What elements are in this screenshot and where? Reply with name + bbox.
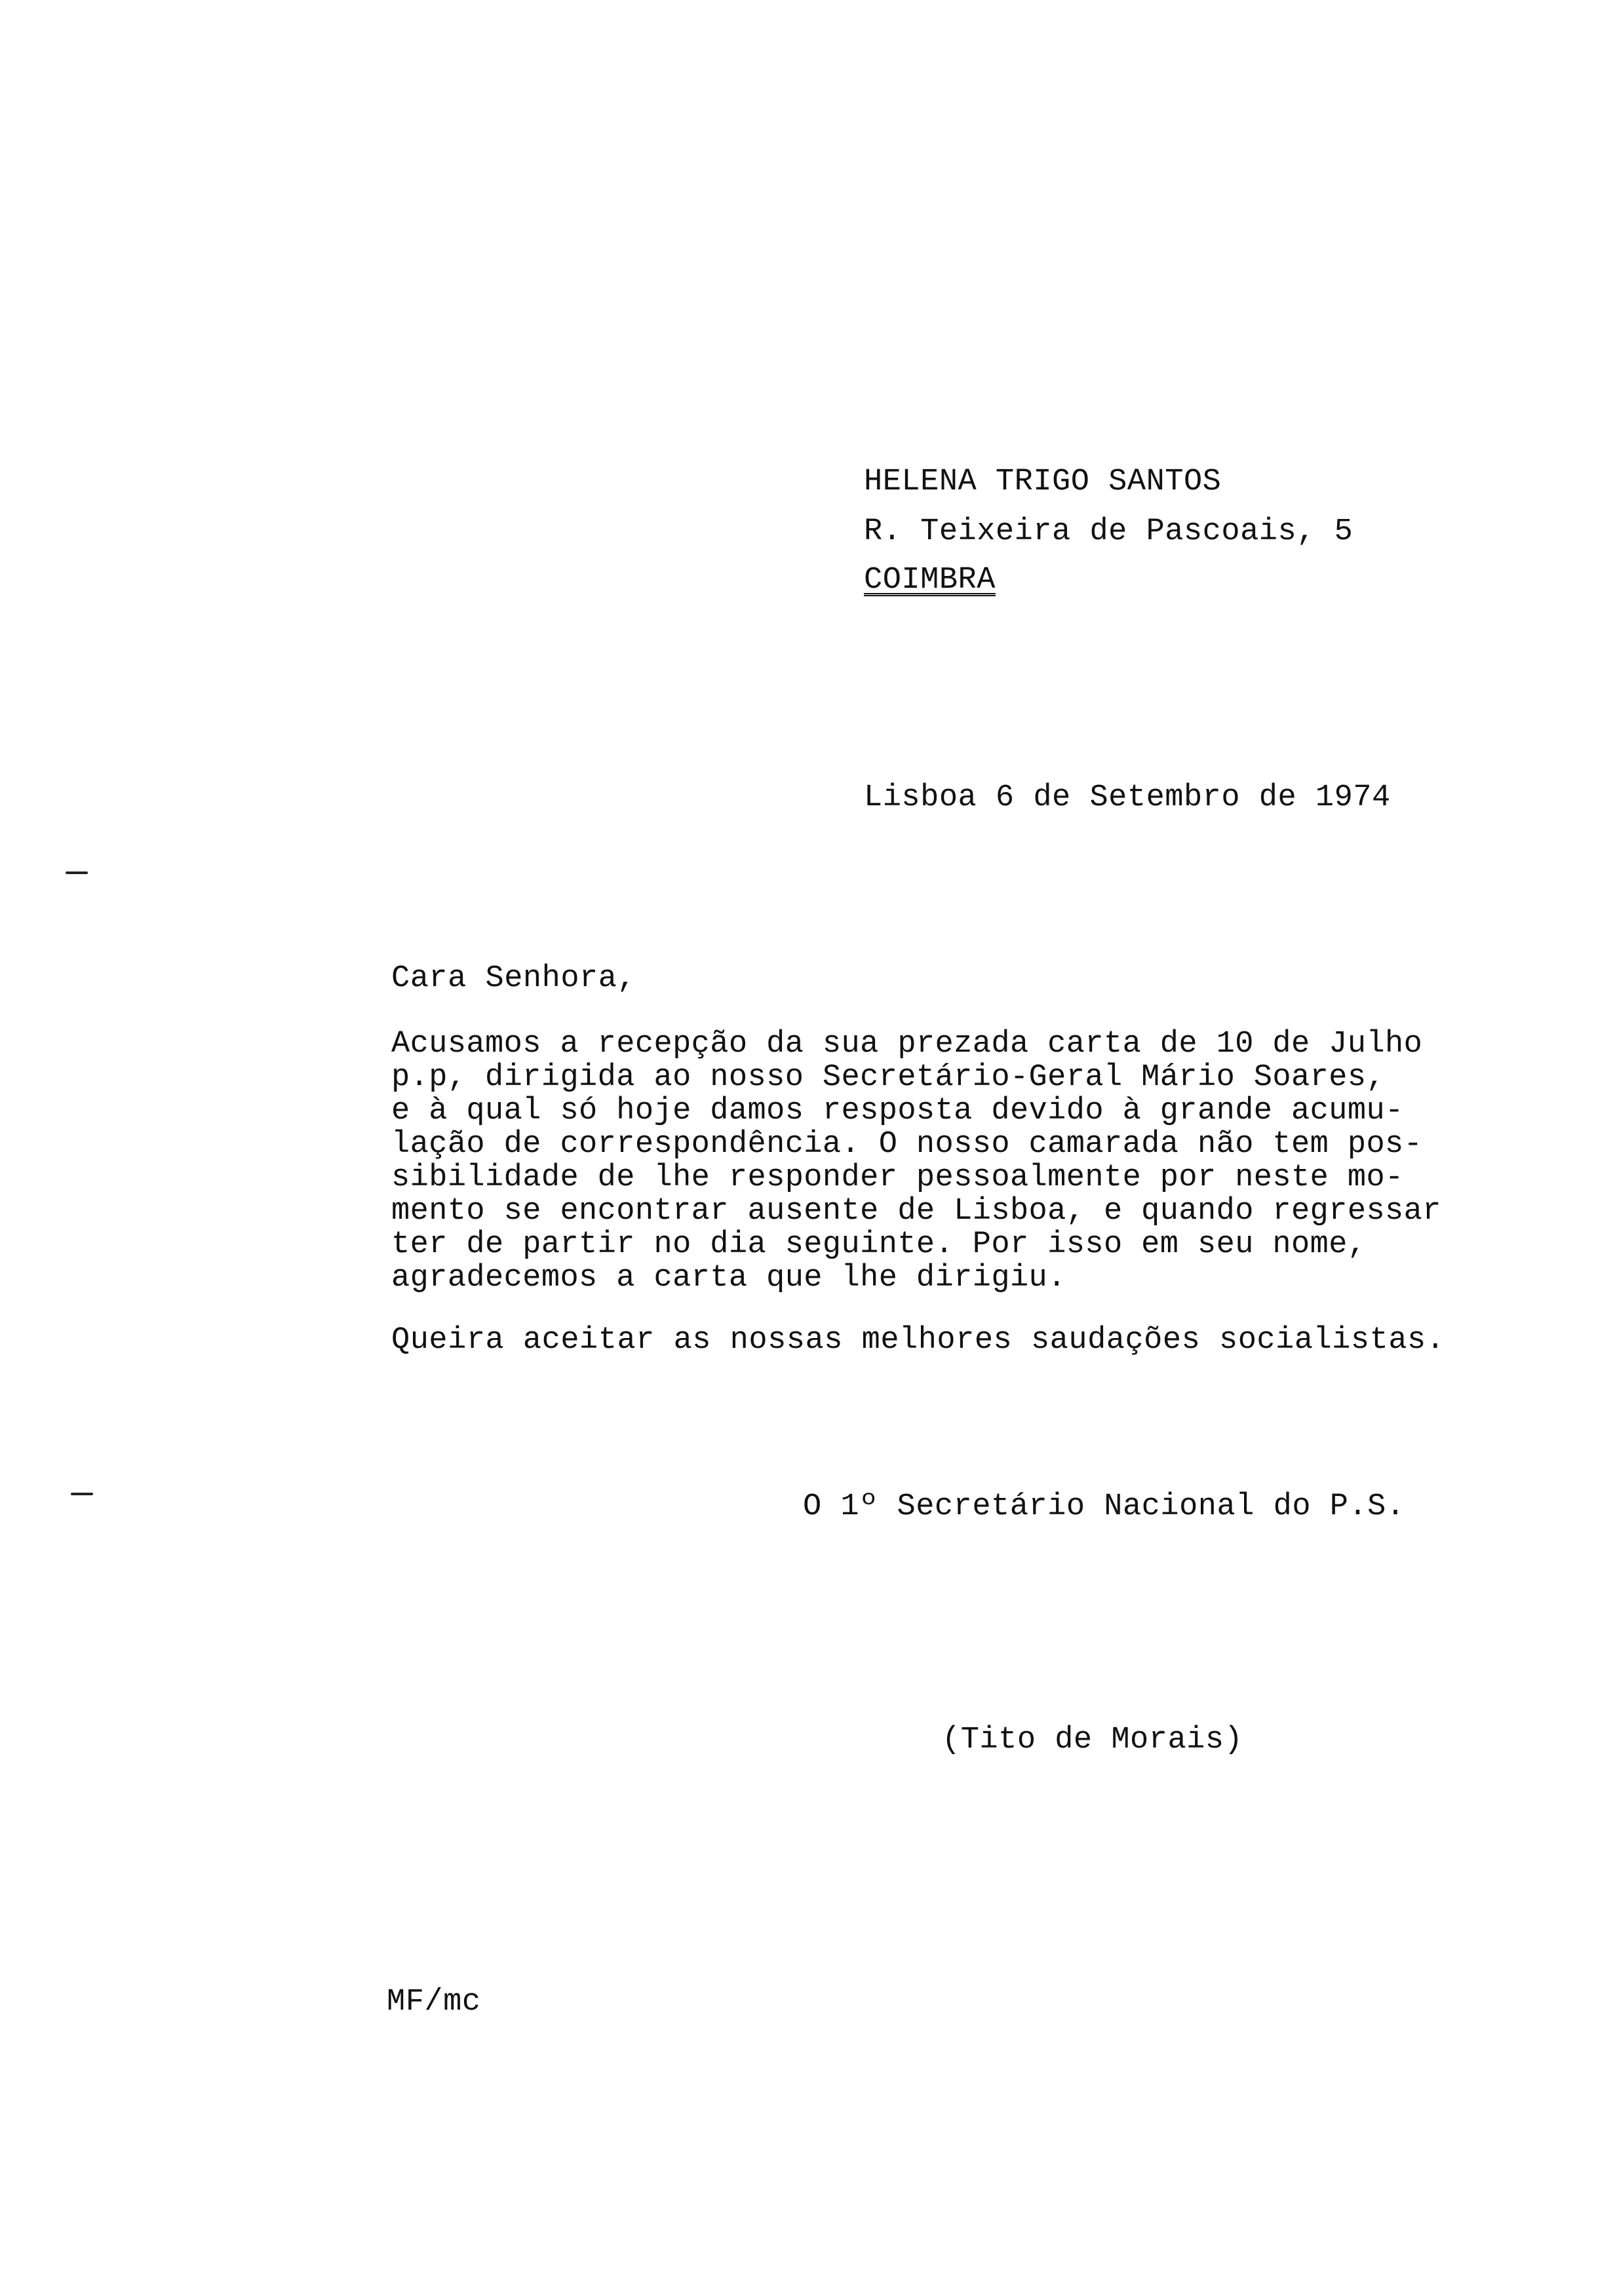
body-line: e à qual só hoje damos resposta devido à grande acumu- xyxy=(391,1094,1404,1128)
body-line: lação de correspondência. O nosso camarada não tem pos- xyxy=(391,1127,1423,1162)
body-line: ter de partir no dia seguinte. Por isso em seu nome, xyxy=(391,1227,1367,1262)
body-line: mento se encontrar ausente de Lisboa, e quando regressar xyxy=(391,1194,1441,1229)
letter-body xyxy=(391,1027,1506,1295)
margin-mark xyxy=(66,871,88,874)
recipient-street: R. Teixeira de Pascoais, 5 xyxy=(864,514,1353,549)
closing-line: Queira aceitar as nossas melhores saudações socialistas. xyxy=(391,1323,1445,1358)
signature-title: O 1º Secretário Nacional do P.S. xyxy=(803,1489,1405,1524)
body-line: Acusamos a recepção da sua prezada carta de 10 de Julho xyxy=(391,1027,1423,1062)
recipient-name: HELENA TRIGO SANTOS xyxy=(864,465,1222,499)
body-line: p.p, dirigida ao nosso Secretário-Geral Mário Soares, xyxy=(391,1060,1386,1095)
salutation: Cara Senhora, xyxy=(391,961,636,996)
body-line: sibilidade de lhe responder pessoalmente por neste mo- xyxy=(391,1160,1404,1195)
margin-mark xyxy=(71,1493,93,1495)
date-line: Lisboa 6 de Setembro de 1974 xyxy=(864,780,1391,815)
body-line: agradecemos a carta que lhe dirigiu. xyxy=(391,1261,1066,1295)
reference-initials: MF/mc xyxy=(387,1985,481,2019)
recipient-city: COIMBRA xyxy=(864,563,996,598)
signer-name: (Tito de Morais) xyxy=(942,1723,1243,1757)
